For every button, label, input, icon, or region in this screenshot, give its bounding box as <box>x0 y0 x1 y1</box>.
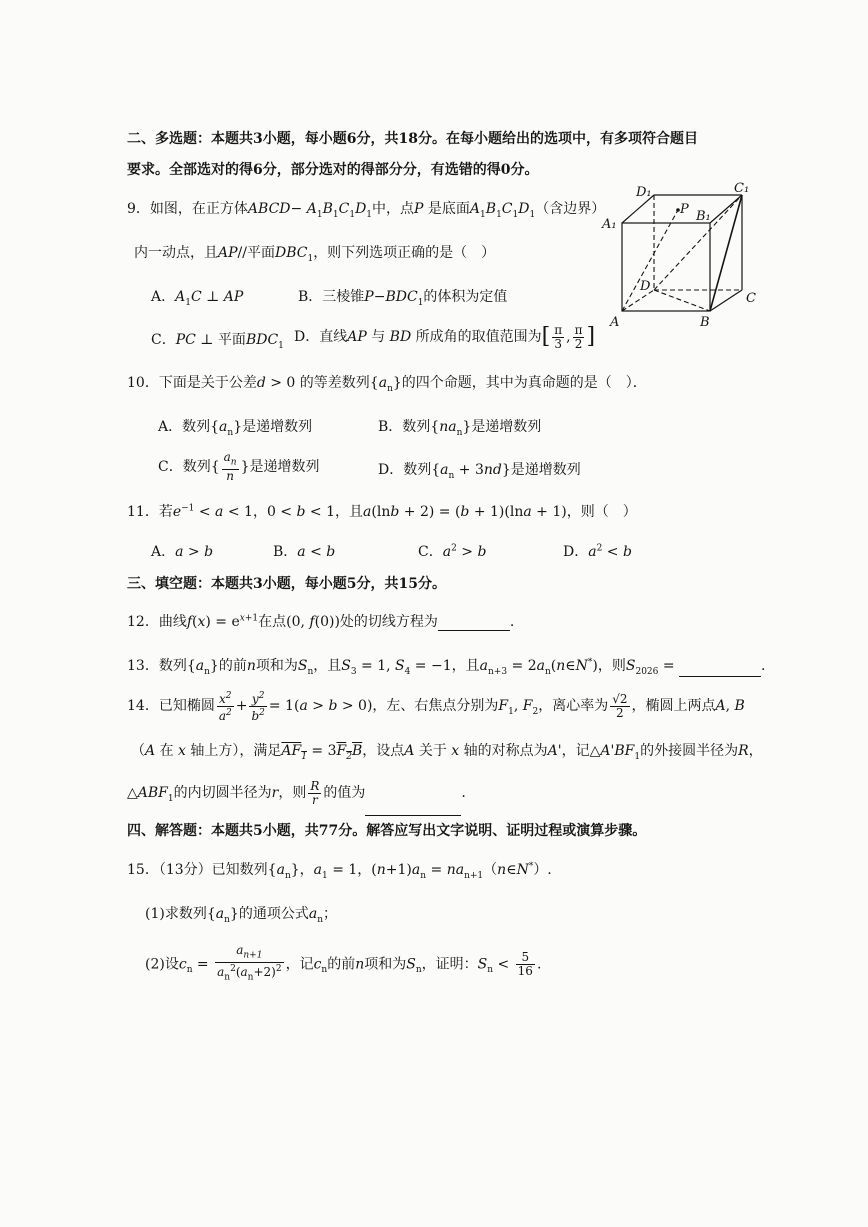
option-label: B． <box>273 544 298 560</box>
q15-text: (1)求数列 <box>145 906 207 922</box>
question-15-stem: 15．（13分）已知数列$\{a_n\}$，$a_1 = 1$，$(n+1)a_n$ = $na_{n+1}(n\in N^*)$. <box>127 861 552 881</box>
question-number: 13． <box>127 658 159 674</box>
vertex-label-c1: C₁ <box>734 181 750 196</box>
section-2-title-line1: 二、多选题：本题共3小题，每小题6分，共18分。在每小题给出的选项中，有多项符合题目 <box>127 131 698 147</box>
q15-text: ， <box>357 862 372 878</box>
option-label: D． <box>563 544 589 560</box>
vertex-label-p: P <box>680 202 689 217</box>
q10-option-a[interactable]: A．数列$\{a_n\}$是递增数列 <box>158 419 313 438</box>
q11-text: ，且 <box>335 504 364 520</box>
q11-option-b[interactable]: B．a < b <box>273 544 336 560</box>
q14-text: 已知椭圆 <box>158 698 215 714</box>
question-12: 12．曲线$f(x) = e^{x+1}$在点(0, f(0))处的切线方程为 . <box>127 613 515 630</box>
vertex-label-a: A <box>610 315 620 330</box>
q11-text: ， <box>252 504 267 520</box>
question-14-line3: $\triangle ABF_1$的内切圆半径为r，则 $\frac{R}{r}$ 的值为 . <box>127 776 466 816</box>
q10-option-b[interactable]: B．数列$\{na_n\}$是递增数列 <box>378 419 542 438</box>
question-number: 10． <box>127 375 159 391</box>
section-2-title-line2: 要求。全部选对的得6分，部分选对的得部分分，有选错的得0分。 <box>127 162 539 178</box>
q13-text: 的前 <box>218 658 247 674</box>
question-number: 12． <box>127 614 159 630</box>
answer-blank[interactable] <box>365 801 461 816</box>
vertex-label-b1: B₁ <box>696 209 711 224</box>
question-9-line1: 9．如图，在正方体ABCD− $A_1B_1C_1D_1$中，点P 是底面$A_1B_1C_1D_1$（含边界） <box>127 201 606 220</box>
q13-text: 项和为 <box>255 658 298 674</box>
q14-text: 的内切圆半径为 <box>173 785 272 801</box>
q9-option-b[interactable]: B．三棱锥$P-BDC_1$的体积为定值 <box>298 289 508 308</box>
q12-text: 处的切线方程为 <box>339 614 438 630</box>
q14-text: 在 <box>159 743 174 759</box>
q15-text: ，证明： <box>421 956 478 973</box>
question-14-line1: 14．已知椭圆 $\frac{x^2}{a^2}$ + $\frac{y^2}{b^2}$ = 1(a > b > 0)，左、右焦点分别为$F_1$, $F_2$，离心率为 $\frac{√2}{2}$ ，椭圆上两点A, B <box>127 690 745 723</box>
q9-text: 是底面 <box>427 201 470 217</box>
q15-part-1: (1)求数列$\{a_n\}$的通项公式$a_n$； <box>145 906 337 925</box>
option-text: 与 <box>371 329 386 345</box>
option-label: C． <box>418 544 443 560</box>
option-text: 是递增数列 <box>510 462 581 478</box>
q13-text: ，且 <box>313 658 342 674</box>
option-text: 的体积为定值 <box>423 289 508 305</box>
option-text: 平面 <box>217 332 246 348</box>
answer-blank[interactable] <box>679 662 761 677</box>
q14-text: ，离心率为 <box>538 698 609 714</box>
q10-text: 下面是关于公差 <box>158 375 257 391</box>
question-13: 13．数列$\{a_n\}$的前n项和为$S_n$，且$S_3 = 1$, $S_4 = -1$，且$a_{n+3}$ = $2a_n(n\in N^*)$，则$S_{2026}$ = . <box>127 657 766 677</box>
q14-text: 轴的对称点为 <box>463 743 548 759</box>
q10-option-c[interactable]: C．数列{ $\frac{a_n}{n}$ }是递增数列 <box>158 449 320 484</box>
answer-blank[interactable] <box>438 616 510 631</box>
q9-text: 中，点 <box>372 201 415 217</box>
q15-text: 的通项公式 <box>238 906 309 922</box>
q14-text: 的值为 <box>323 785 366 801</box>
q12-text: 曲线 <box>158 614 187 630</box>
q9-text: （含边界） <box>535 201 606 217</box>
q9-text: ，则下列选项正确的是（ ） <box>313 245 496 261</box>
question-number: 9． <box>127 201 150 217</box>
q9-text: 平面 <box>246 245 275 261</box>
q11-text: ，则（ ） <box>566 504 637 520</box>
option-text: 是递增数列 <box>242 419 313 435</box>
vertex-label-c: C <box>746 291 756 306</box>
question-10-stem: 10．下面是关于公差d > 0 的等差数列$\{a_n\}$的四个命题，其中为真命题的是（ ）． <box>127 375 647 394</box>
q14-text: 轴上方），满足 <box>190 743 282 759</box>
q15-text: 项和为 <box>364 956 407 973</box>
q9-option-a[interactable]: A．$A_1C$ ⊥ AP <box>151 289 244 308</box>
question-9-line2: 内一动点，且AP//平面$DBC_1$，则下列选项正确的是（ ） <box>134 245 496 264</box>
section-3-title: 三、填空题：本题共3小题，每小题5分，共15分。 <box>127 576 446 592</box>
option-label: B．三棱锥 <box>298 289 365 305</box>
option-label: A．数列 <box>158 419 211 435</box>
vertex-label-d: D <box>640 279 651 294</box>
q14-text: ，则 <box>278 785 307 801</box>
q9-option-d[interactable]: D．直线AP 与 BD 所成角的取值范围为[ $\frac{\pi}{3}$ , $\frac{\pi}{2}$ ] <box>294 322 596 351</box>
option-label: D．数列 <box>378 462 432 478</box>
option-label: C． <box>151 332 176 348</box>
q14-text: 的外接圆半径为 <box>640 743 739 759</box>
question-number: 15． <box>127 862 159 878</box>
q10-option-d[interactable]: D．数列$\{a_n + 3nd\}$是递增数列 <box>378 462 581 481</box>
section-4-title: 四、解答题：本题共5小题，共77分。解答应写出文字说明、证明过程或演算步骤。 <box>127 823 647 839</box>
option-label: A． <box>151 289 176 305</box>
question-number: 11． <box>127 504 159 520</box>
q14-text: （ <box>131 743 145 759</box>
q14-text: ，椭圆上两点 <box>631 698 716 714</box>
q15-part-2: (2)设$c_n$ = $\frac{a_{n+1}}{a_n^2(a_n+2)^2}$ ，记$c_n$的前n项和为$S_n$，证明：$S_n$ < $\frac{5}{16}$ . <box>145 943 542 983</box>
q11-option-d[interactable]: D．$a^2 < b$ <box>563 543 632 560</box>
option-label: C．数列 <box>158 459 211 475</box>
q15-text: ， <box>299 862 314 878</box>
option-label: A． <box>151 544 176 560</box>
q14-text: 关于 <box>418 743 447 759</box>
q11-option-c[interactable]: C．$a^2 > b$ <box>418 543 487 560</box>
q15-text: ，记 <box>285 956 314 973</box>
q10-text: 的等差数列 <box>299 375 370 391</box>
q11-text: 若 <box>158 504 173 520</box>
q14-text: ，记 <box>561 743 590 759</box>
q11-option-a[interactable]: A．a > b <box>151 544 214 560</box>
q14-text: ，左、右焦点分别为 <box>372 698 499 714</box>
option-label: D．直线 <box>294 329 348 345</box>
q15-text: 的前 <box>327 956 356 973</box>
q14-text: ，设点 <box>362 743 405 759</box>
question-number: 14． <box>127 698 159 714</box>
option-text: 所成角的取值范围为 <box>415 329 542 345</box>
question-11-stem: 11．若$e^{-1} < a < 1$，0 < b < 1，且a(lnb + 2) = (b + 1)(lna + 1)，则（ ） <box>127 503 637 520</box>
vertex-label-a1: A₁ <box>602 217 617 232</box>
vertex-label-b: B <box>700 315 710 330</box>
q15-text: （13分）已知数列 <box>158 862 268 878</box>
q13-text: ，且 <box>451 658 480 674</box>
option-text: 是递增数列 <box>471 419 542 435</box>
option-text: 是递增数列 <box>249 459 320 475</box>
vertex-label-d1: D₁ <box>636 185 652 200</box>
q10-text: 的四个命题，其中为真命题的是（ ）． <box>401 375 647 391</box>
q13-text: 数列 <box>158 658 187 674</box>
question-14-line2: （A 在 x 轴上方），满足$AF_1 = 3F_2B$，设点A 关于 x 轴的对称点为A'，记$\triangle A'BF_1$的外接圆半径为R， <box>131 743 763 762</box>
option-label: B．数列 <box>378 419 431 435</box>
q9-text: 内一动点，且 <box>134 245 218 261</box>
q9-text: 如图，在正方体 <box>149 201 248 217</box>
q9-option-c[interactable]: C．PC ⊥ 平面$BDC_1$ <box>151 332 284 351</box>
q13-text: ，则 <box>597 658 626 674</box>
cube-figure <box>596 180 766 330</box>
q12-text: 在点 <box>258 614 287 630</box>
q15-text: (2)设 <box>145 956 179 973</box>
